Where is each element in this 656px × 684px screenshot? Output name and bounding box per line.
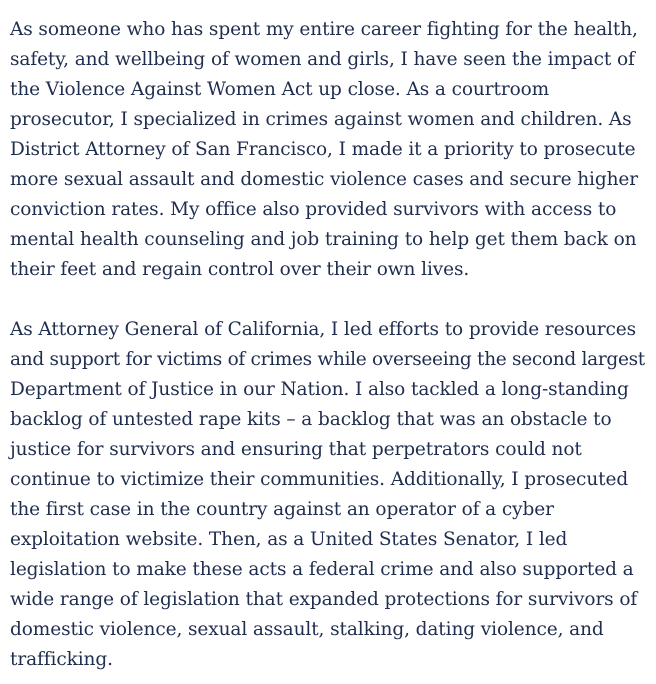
text-line: continue to victimize their communities. Additionally, I prosecuted [10,469,629,490]
text-line: the first case in the country against an operator of a cyber [10,499,554,520]
text-line: As Attorney General of California, I led efforts to provide resources [10,319,637,340]
paragraph-career [10,15,650,285]
text-line: domestic violence, sexual assault, stalking, dating violence, and [10,619,604,640]
text-line: justice for survivors and ensuring that perpetrators could not [10,439,582,460]
paragraph-spacer [10,285,650,315]
text-line: and support for victims of crimes while overseeing the second largest [10,349,645,370]
text-line: the Violence Against Women Act up close. As a courtroom [10,79,550,100]
text-line: As someone who has spent my entire career fighting for the health, [10,19,638,40]
text-line: prosecutor, I specialized in crimes against women and children. As [10,109,632,130]
text-line: more sexual assault and domestic violence cases and secure higher [10,169,639,190]
text-line: exploitation website. Then, as a United States Senator, I led [10,529,568,550]
text-line: mental health counseling and job training to help get them back on [10,229,637,250]
text-line: trafficking. [10,649,113,670]
text-line: Department of Justice in our Nation. I also tackled a long-standing [10,379,629,400]
text-line: legislation to make these acts a federal crime and also supported a [10,559,634,580]
text-line: conviction rates. My office also provided survivors with access to [10,199,617,220]
paragraph-attorney-general [10,315,650,675]
article-body [10,15,650,675]
text-line: District Attorney of San Francisco, I made it a priority to prosecute [10,139,636,160]
text-line: safety, and wellbeing of women and girls, I have seen the impact of [10,49,635,70]
text-line: backlog of untested rape kits – a backlog that was an obstacle to [10,409,612,430]
text-line: their feet and regain control over their own lives. [10,259,470,280]
text-line: wide range of legislation that expanded protections for survivors of [10,589,638,610]
